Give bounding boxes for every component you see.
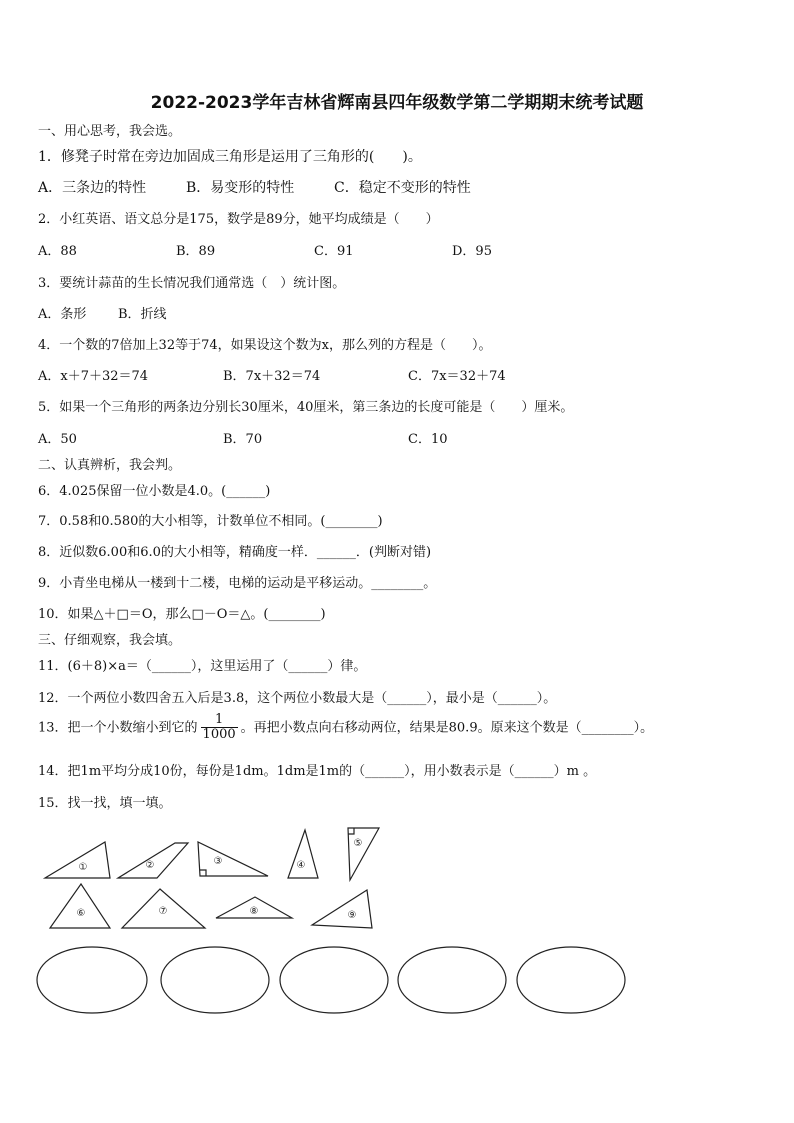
option-b: B．89 [176,244,216,259]
right-angle-mark-5 [348,828,354,834]
section-heading-2: 二、认真辨析，我会判。 [38,458,182,473]
option-b: B．7x＋32＝74 [223,369,321,384]
triangle-label-7: ⑦ [158,906,168,917]
option-c: C．稳定不变形的特性 [334,180,471,196]
question-7: 7．0.58和0.580的大小相等，计数单位不相同。(________) [38,514,383,529]
question-8: 8．近似数6.00和6.0的大小相等，精确度一样．______．(判断对错) [38,545,432,560]
question-15: 15．找一找，填一填。 [38,796,172,811]
fraction-numerator: 1 [201,713,238,728]
sorting-circle-3 [280,947,388,1013]
sorting-circle-1 [37,947,147,1013]
question-9: 9．小青坐电梯从一楼到十二楼，电梯的运动是平移运动。________。 [38,576,437,591]
option-a: A．50 [38,432,77,447]
triangle-6 [50,884,110,928]
question-10: 10．如果△＋□＝O，那么□－O＝△。(________) [38,607,326,622]
sorting-circle-4 [398,947,506,1013]
option-c: C．91 [314,244,354,259]
option-b: B．70 [223,432,263,447]
option-b: B．折线 [118,307,167,322]
page-title: 2022-2023学年吉林省辉南县四年级数学第二学期期末统考试题 [150,93,644,113]
question-11: 11．(6＋8)×a＝（______），这里运用了（______）律。 [38,659,367,674]
option-a: A．x＋7＋32＝74 [38,369,149,384]
section-heading-3: 三、仔细观察，我会填。 [38,633,182,648]
triangle-label-9: ⑨ [347,910,357,921]
fraction-denominator: 1000 [202,727,236,743]
option-a: A．88 [38,244,77,259]
triangle-label-4: ④ [296,860,306,871]
option-c: C．10 [408,432,448,447]
triangle-5 [348,828,379,880]
question-5: 5．如果一个三角形的两条边分别长30厘米，40厘米，第三条边的长度可能是（ ）厘米。 [38,400,574,415]
option-a: A．三条边的特性 [38,180,147,196]
triangle-label-3: ③ [213,856,223,867]
question-2: 2．小红英语、语文总分是175，数学是89分，她平均成绩是（ ） [38,212,439,227]
section-heading-1: 一、用心思考，我会选。 [38,124,182,139]
triangle-9 [312,890,372,928]
option-c: C．7x＝32＋74 [408,369,506,384]
question-4: 4．一个数的7倍加上32等于74，如果设这个数为x，那么列的方程是（ ）。 [38,338,492,353]
right-angle-mark-3 [200,870,206,876]
triangle-label-8: ⑧ [249,906,259,917]
triangle-3 [198,842,268,876]
option-d: D．95 [452,244,492,259]
sorting-circle-2 [161,947,269,1013]
triangle-label-6: ⑥ [76,908,86,919]
question-1: 1．修凳子时常在旁边加固成三角形是运用了三角形的( )。 [38,149,422,165]
sorting-circle-5 [517,947,625,1013]
triangle-1 [45,842,110,878]
question-13-before: 13．把一个小数缩小到它的 [38,720,198,736]
question-12: 12．一个两位小数四舍五入后是3.8，这个两位小数最大是（______），最小是（______）。 [38,691,557,706]
triangle-label-5: ⑤ [353,838,363,849]
question-14: 14．把1m平均分成10份，每份是1dm。1dm是1m的（______），用小数表示是（______）m 。 [38,764,597,779]
question-6: 6．4.025保留一位小数是4.0。(______) [38,484,271,499]
triangle-label-2: ② [145,860,155,871]
question-3: 3．要统计蒜苗的生长情况我们通常选（ ）统计图。 [38,276,346,291]
option-a: A．条形 [38,307,87,322]
triangle-label-1: ① [78,862,88,873]
option-b: B．易变形的特性 [186,180,295,196]
question-13-after: 。再把小数点向右移动两位，结果是80.9。原来这个数是（________）。 [240,720,654,736]
